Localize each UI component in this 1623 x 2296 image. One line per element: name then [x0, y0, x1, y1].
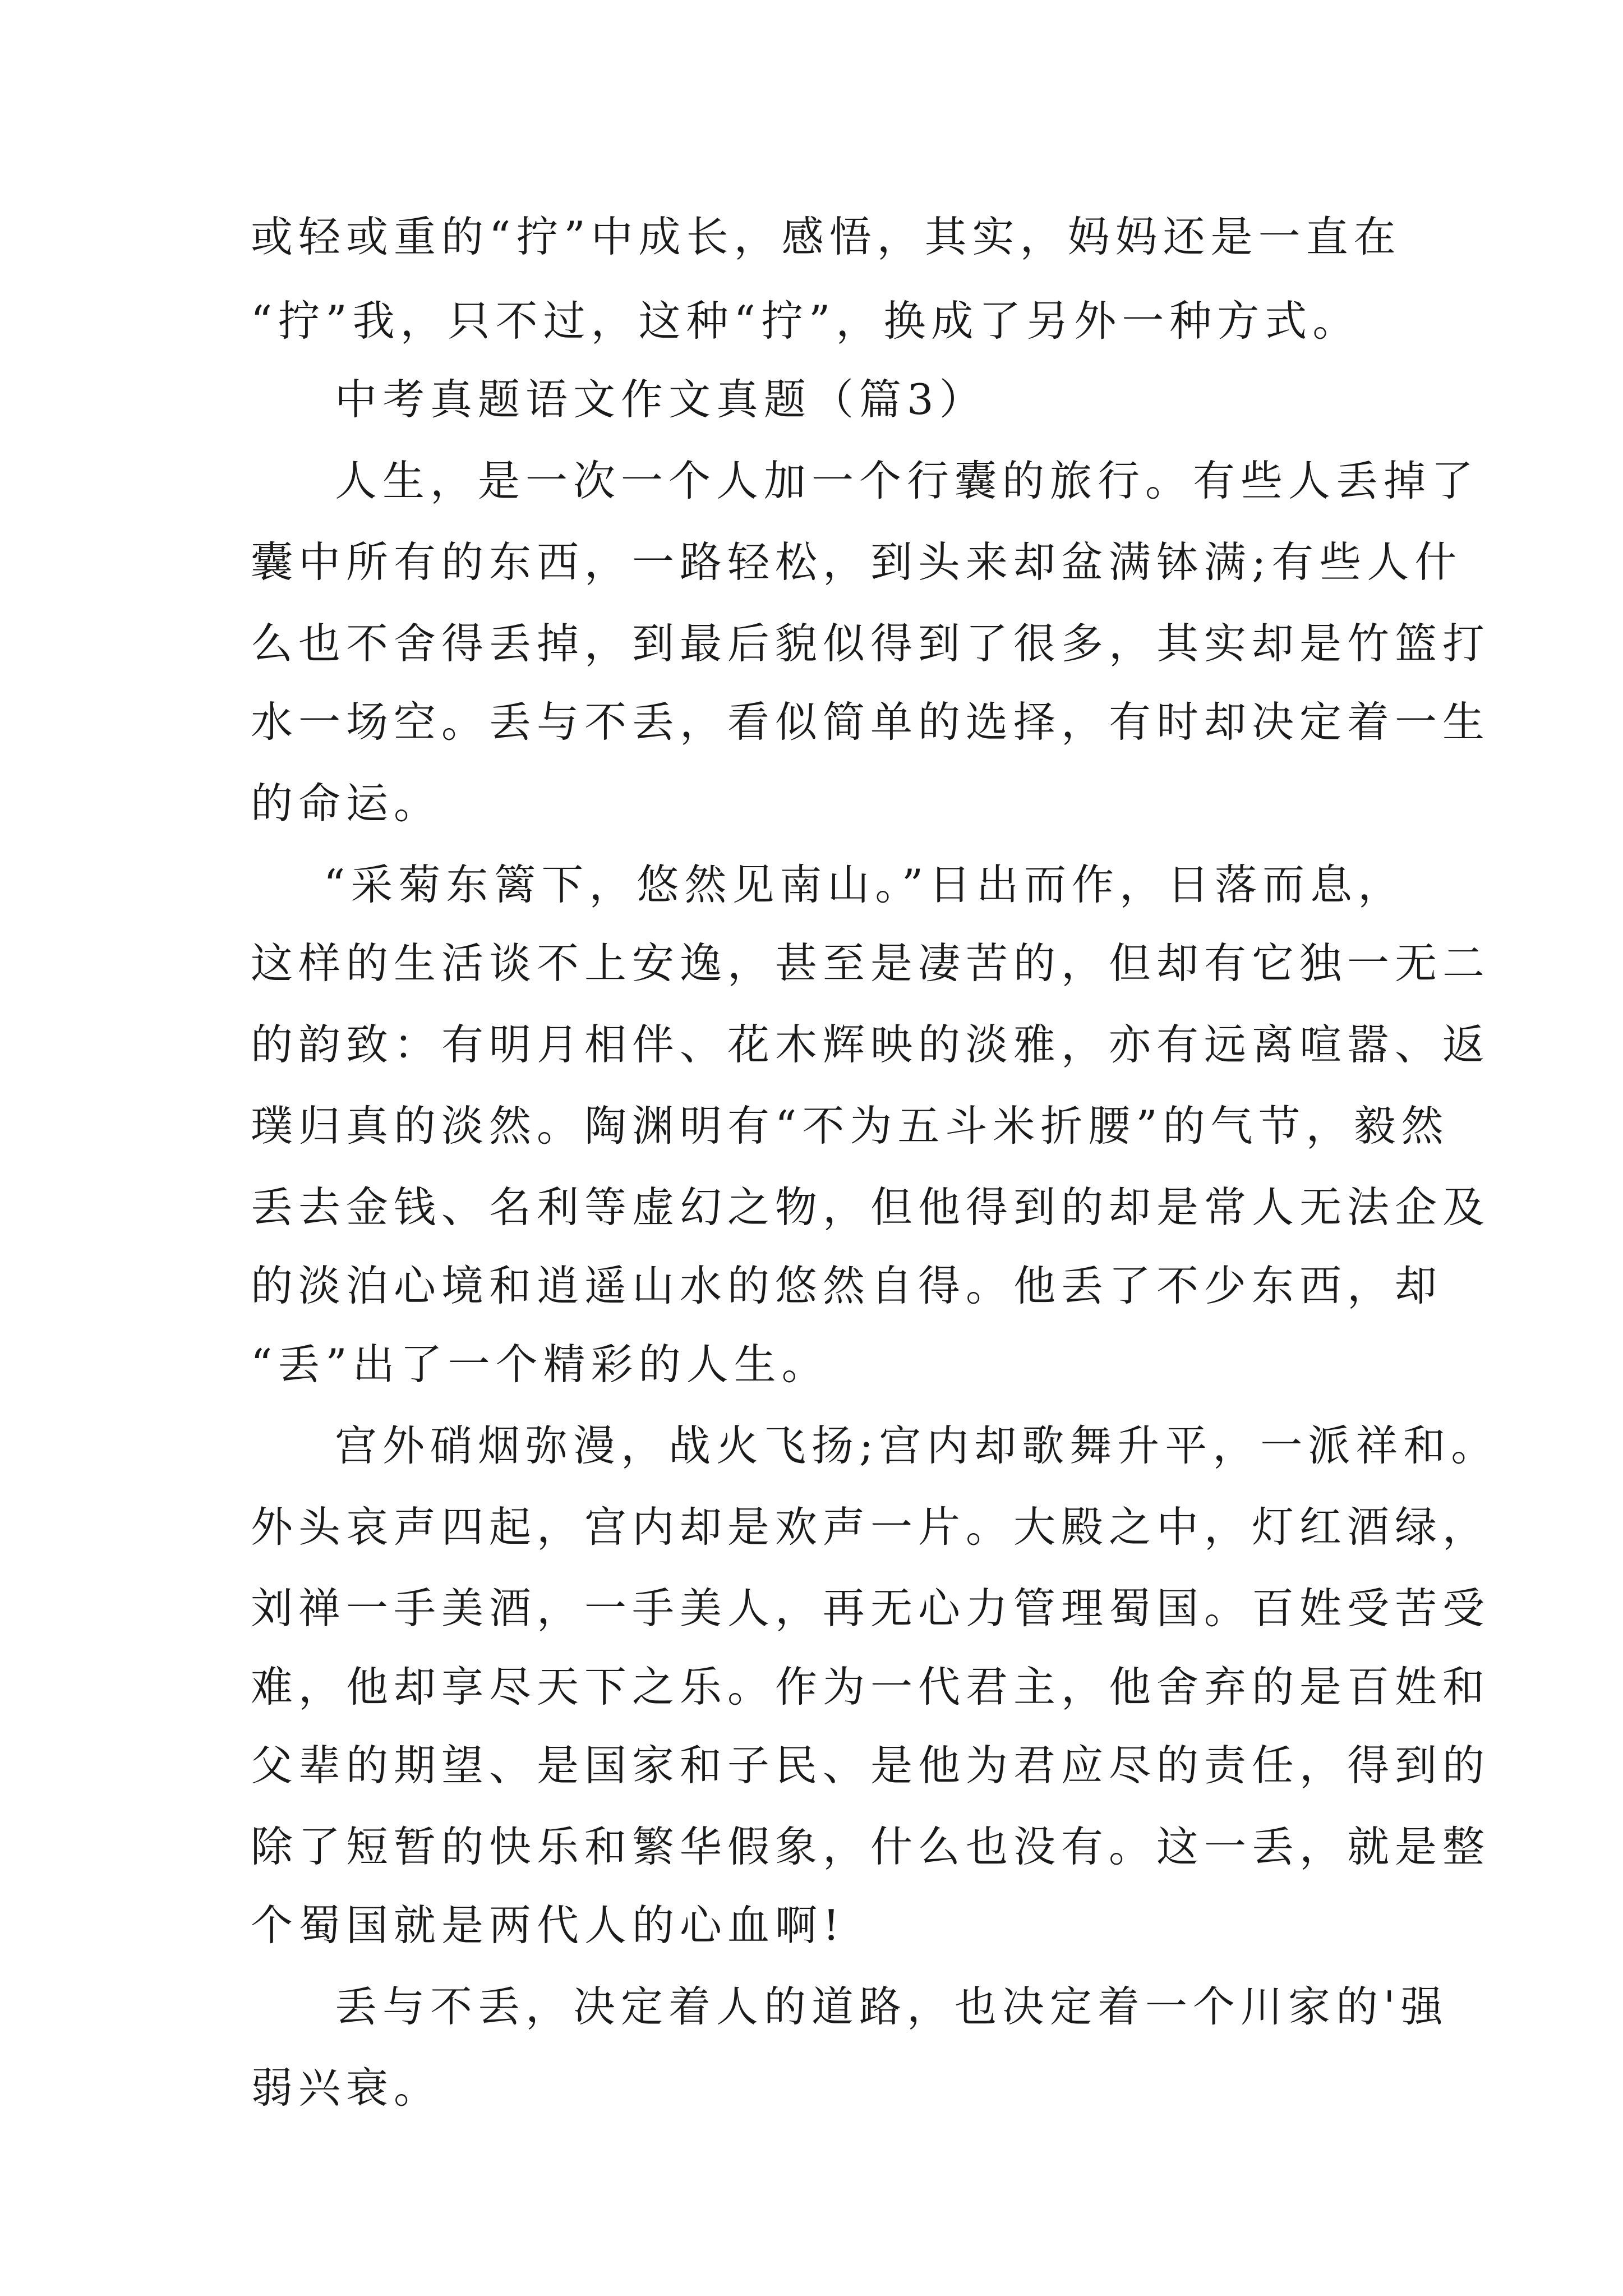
text-line: 弱兴衰。: [251, 2063, 442, 2113]
text-line: 个蜀国就是两代人的心血啊!: [251, 1901, 846, 1950]
text-line: 或轻或重的“拧”中成长，感悟，其实，妈妈还是一直在: [251, 212, 1401, 261]
text-line: 囊中所有的东西，一路轻松，到头来却盆满钵满;有些人什: [251, 537, 1463, 587]
text-line: 这样的生活谈不上安逸，甚至是凄苦的，但却有它独一无二: [251, 938, 1491, 988]
text-line: 宫外硝烟弥漫，战火飞扬;宫内却歌舞升平，一派祥和。: [335, 1421, 1499, 1470]
text-line: 的命运。: [251, 779, 442, 828]
text-line: 璞归真的淡然。陶渊明有“不为五斗米折腰”的气节，毅然: [251, 1101, 1449, 1151]
text-line: 的淡泊心境和逍遥山水的悠然自得。他丢了不少东西，却: [251, 1261, 1443, 1310]
text-line: 水一场空。丢与不丢，看似简单的选择，有时却决定着一生: [251, 697, 1491, 747]
text-line: 么也不舍得丢掉，到最后貌似得到了很多，其实却是竹篮打: [251, 619, 1491, 668]
text-line: 父辈的期望、是国家和子民、是他为君应尽的责任，得到的: [251, 1741, 1491, 1790]
text-line: 刘禅一手美酒，一手美人，再无心力管理蜀国。百姓受苦受: [251, 1584, 1491, 1633]
text-line: “丢”出了一个精彩的人生。: [251, 1340, 829, 1389]
text-line: 丢与不丢，决定着人的道路，也决定着一个川家的'强: [335, 1982, 1449, 2031]
text-line: “采菊东篱下，悠然见南山。”日出而作，日落而息，: [324, 860, 1406, 909]
text-line: 的韵致：有明月相伴、花木辉映的淡雅，亦有远离喧嚣、返: [251, 1020, 1491, 1069]
text-line: 难，他却享尽天下之乐。作为一代君主，他舍弃的是百姓和: [251, 1662, 1491, 1711]
text-line: 丢去金钱、名利等虚幻之物，但他得到的却是常人无法企及: [251, 1182, 1491, 1232]
text-line: “拧”我，只不过，这种“拧”，换成了另外一种方式。: [251, 296, 1361, 346]
text-line: 除了短暂的快乐和繁华假象，什么也没有。这一丢，就是整: [251, 1822, 1491, 1871]
text-line: 人生，是一次一个人加一个行囊的旅行。有些人丢掉了: [335, 456, 1479, 505]
text-line: 外头哀声四起，宫内却是欢声一片。大殿之中，灯红酒绿，: [251, 1502, 1491, 1552]
section-heading: 中考真题语文作文真题（篇3）: [335, 375, 987, 424]
